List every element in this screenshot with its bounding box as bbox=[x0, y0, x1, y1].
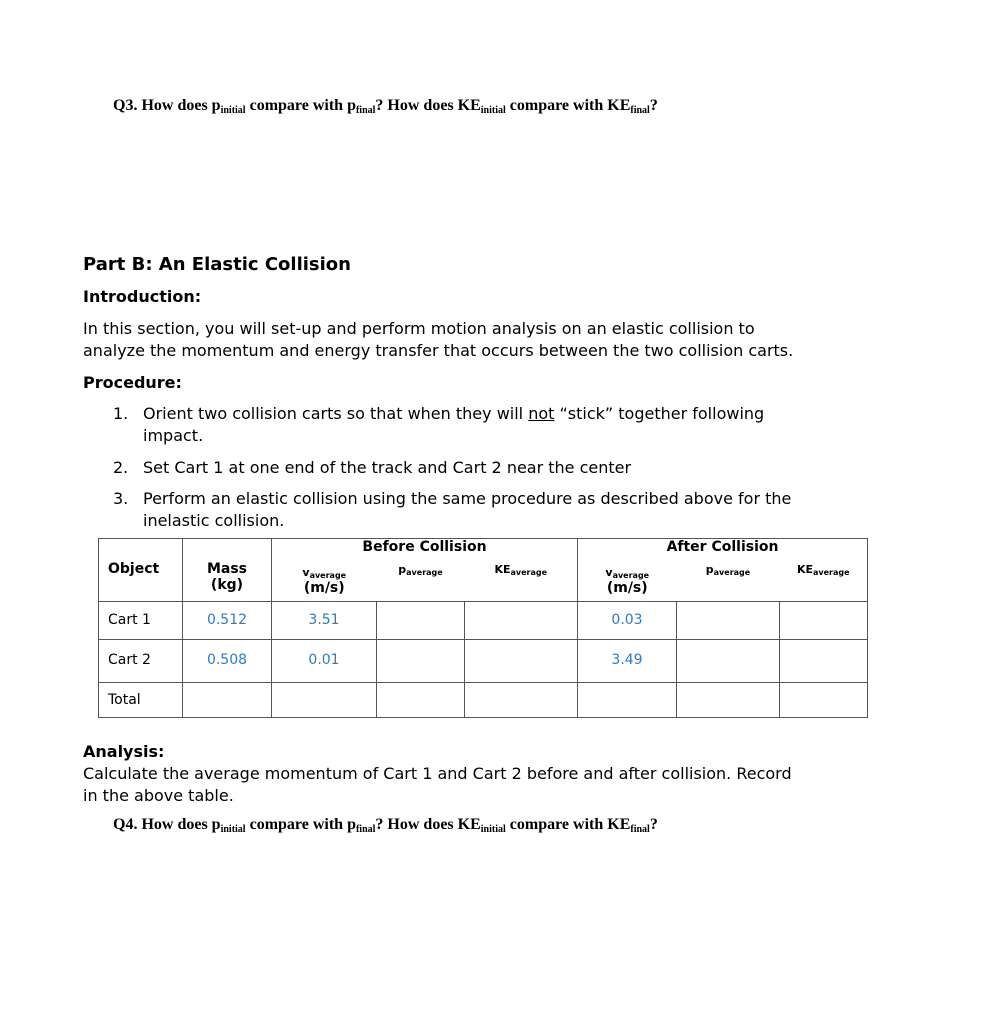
header-v-after: $v_{average}$ (m/s) bbox=[578, 561, 677, 602]
cell-ke-before bbox=[465, 640, 578, 683]
cell-ke-before bbox=[465, 683, 578, 718]
table-row bbox=[99, 602, 868, 640]
header-after-collision: After Collision bbox=[578, 539, 868, 561]
cell-p-after bbox=[677, 683, 780, 718]
cell-p-after bbox=[677, 640, 780, 683]
header-blank-mass bbox=[183, 539, 272, 561]
introduction-heading: Introduction: bbox=[83, 287, 202, 306]
cell-object: Cart 1 bbox=[99, 602, 183, 640]
table-row bbox=[99, 640, 868, 683]
procedure-step-2: 2. Set Cart 1 at one end of the track and Cart 2 near the center bbox=[113, 458, 632, 477]
cell-p-before bbox=[377, 640, 465, 683]
header-p-before: $p_{average}$ bbox=[377, 561, 465, 602]
cell-v-before: 3.51 bbox=[272, 602, 377, 640]
header-blank-object bbox=[99, 539, 183, 561]
cell-object: Cart 2 bbox=[99, 640, 183, 683]
collision-data-table bbox=[98, 538, 868, 718]
cell-v-before: 0.01 bbox=[272, 640, 377, 683]
analysis-text: Calculate the average momentum of Cart 1 and Cart 2 before and after collision. Record in the above table. bbox=[83, 764, 792, 805]
header-before-collision: Before Collision bbox=[272, 539, 578, 561]
cell-p-after bbox=[677, 602, 780, 640]
cell-ke-after bbox=[780, 602, 868, 640]
cell-v-after: 0.03 bbox=[578, 602, 677, 640]
cell-ke-after bbox=[780, 683, 868, 718]
cell-v-after bbox=[578, 683, 677, 718]
header-ke-before: $KE_{average}$ bbox=[465, 561, 578, 602]
header-v-before: $v_{average}$ (m/s) bbox=[272, 561, 377, 602]
cell-v-after: 3.49 bbox=[578, 640, 677, 683]
procedure-step-1: 1. Orient two collision carts so that when they will not “stick” together following impact. bbox=[113, 404, 765, 445]
cell-v-before bbox=[272, 683, 377, 718]
table-row bbox=[99, 683, 868, 718]
cell-mass: 0.508 bbox=[183, 640, 272, 683]
header-object: Object bbox=[99, 561, 183, 602]
cell-mass: 0.512 bbox=[183, 602, 272, 640]
analysis-heading: Analysis: bbox=[83, 742, 165, 761]
section-title: Part B: An Elastic Collision bbox=[83, 254, 351, 275]
cell-mass bbox=[183, 683, 272, 718]
procedure-heading: Procedure: bbox=[83, 373, 182, 392]
header-mass: Mass (kg) bbox=[183, 561, 272, 602]
header-ke-after: $KE_{average}$ bbox=[780, 561, 868, 602]
cell-ke-after bbox=[780, 640, 868, 683]
introduction-text: In this section, you will set-up and perform motion analysis on an elastic collision to analyze the momentum and energy transfer that occurs between the two collision carts. bbox=[83, 319, 794, 360]
cell-ke-before bbox=[465, 602, 578, 640]
cell-object: Total bbox=[99, 683, 183, 718]
procedure-step-3: 3. Perform an elastic collision using the same procedure as described above for the inelastic collision. bbox=[113, 489, 792, 530]
question-q4: Q4. How does $p_{initial}$ compare with $p_{final}$? How does $KE_{initial}$ compare with $KE_{final}$? bbox=[113, 816, 658, 835]
header-p-after: $p_{average}$ bbox=[677, 561, 780, 602]
question-q3: Q3. How does $p_{initial}$ compare with $p_{final}$? How does $KE_{initial}$ compare with $KE_{final}$? bbox=[113, 97, 658, 116]
cell-p-before bbox=[377, 683, 465, 718]
cell-p-before bbox=[377, 602, 465, 640]
